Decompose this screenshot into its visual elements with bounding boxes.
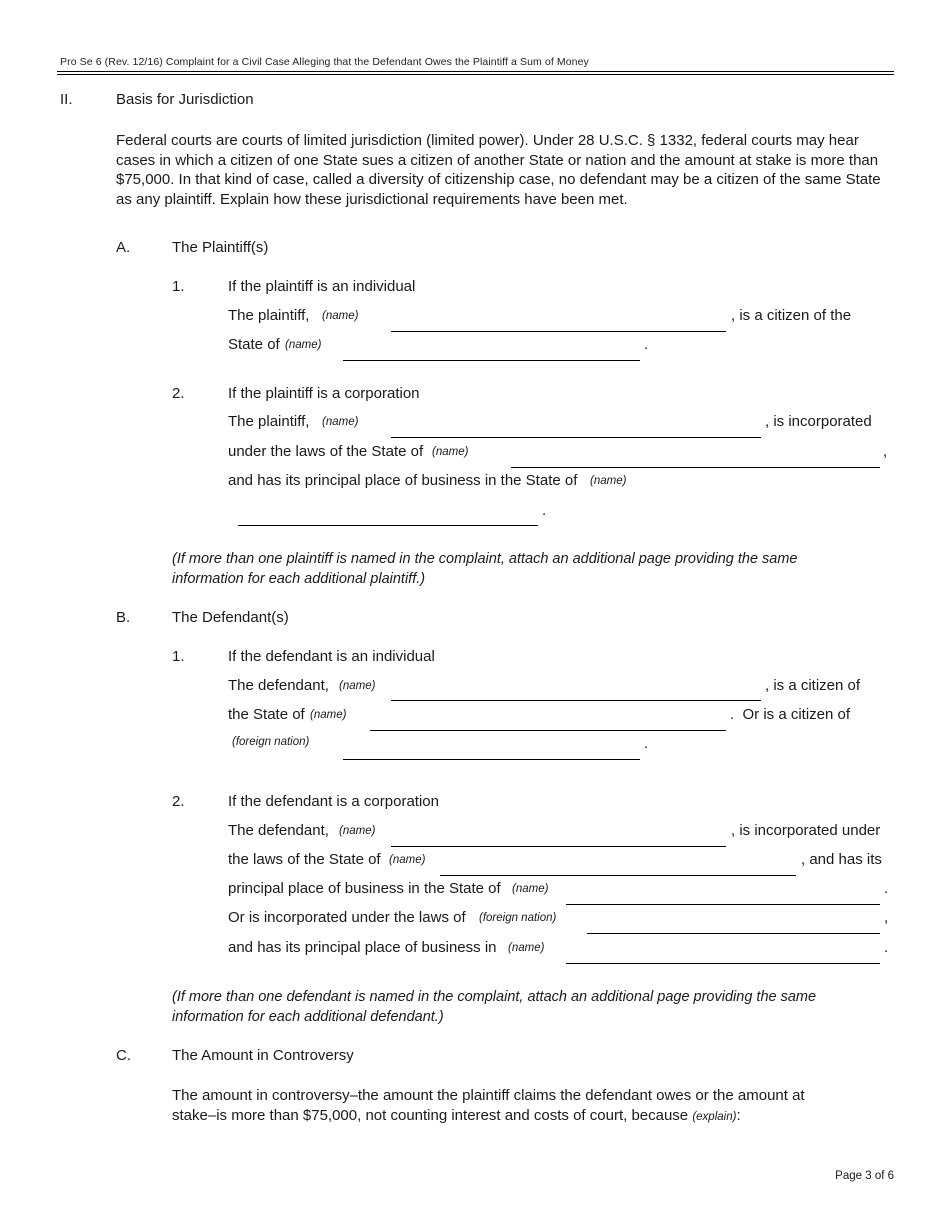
- plaintiff-corp-name-field[interactable]: [391, 437, 761, 438]
- defendant-corp-state-suffix: , and has its: [801, 851, 882, 868]
- plaintiff-corp-state-hint: (name): [432, 446, 469, 458]
- defendant-corp-state-hint: (name): [389, 854, 426, 866]
- plaintiff-corp-number: 2.: [172, 385, 185, 402]
- section-number: II.: [60, 91, 73, 108]
- defendant-name-field[interactable]: [391, 700, 761, 701]
- defendant-name-hint: (name): [339, 680, 376, 692]
- section-title: Basis for Jurisdiction: [116, 91, 254, 108]
- subsection-b-letter: B.: [116, 609, 131, 626]
- defendant-state-label: the State of: [228, 706, 305, 723]
- plaintiff-corp-name-label: The plaintiff,: [228, 413, 310, 430]
- defendant-corp-name-hint: (name): [339, 825, 376, 837]
- subsection-a-title: The Plaintiff(s): [172, 239, 269, 256]
- defendant-corp-foreign-business-hint: (name): [508, 942, 545, 954]
- defendant-corp-foreign-business-label: and has its principal place of business in: [228, 939, 497, 956]
- plaintiff-corp-state-field[interactable]: [511, 467, 880, 468]
- defendant-corp-foreign-field[interactable]: [587, 933, 880, 934]
- plaintiff-corp-business-suffix: .: [542, 502, 547, 519]
- defendant-individual-number: 1.: [172, 648, 185, 665]
- defendant-corp-business-label: principal place of business in the State of: [228, 880, 501, 897]
- defendant-corp-name-suffix: , is incorporated under: [731, 822, 881, 839]
- defendant-foreign-hint: (foreign nation): [232, 736, 310, 748]
- amount-text-body: The amount in controversy–the amount the plaintiff claims the defendant owes or the amount at stake–is more than $75,000, not counting interest and costs of court, because: [172, 1087, 805, 1124]
- subsection-c-letter: C.: [116, 1047, 131, 1064]
- plaintiff-state-suffix: .: [644, 336, 649, 353]
- plaintiff-corp-business-hint: (name): [590, 475, 627, 487]
- plaintiff-note: (If more than one plaintiff is named in the complaint, attach an additional page providing the same information for each additional plaintiff.): [172, 551, 798, 587]
- subsection-c-title: The Amount in Controversy: [172, 1047, 354, 1064]
- defendant-corp-business-field[interactable]: [566, 904, 880, 905]
- defendant-corp-foreign-business-suffix: .: [884, 939, 889, 956]
- defendant-corp-state-field[interactable]: [440, 875, 796, 876]
- defendant-state-hint: (name): [310, 709, 347, 721]
- defendant-corp-business-hint: (name): [512, 883, 549, 895]
- defendant-corp-name-label: The defendant,: [228, 822, 329, 839]
- header-rule-top: [57, 71, 894, 72]
- defendant-foreign-field[interactable]: [343, 759, 640, 760]
- plaintiff-name-field[interactable]: [391, 331, 726, 332]
- header-rule-bottom: [57, 74, 894, 75]
- defendant-corp-foreign-hint: (foreign nation): [479, 912, 557, 924]
- plaintiff-individual-number: 1.: [172, 278, 185, 295]
- defendant-name-label: The defendant,: [228, 677, 329, 694]
- plaintiff-corp-heading: If the plaintiff is a corporation: [228, 385, 420, 402]
- defendant-corp-state-label: the laws of the State of: [228, 851, 381, 868]
- defendant-corp-number: 2.: [172, 793, 185, 810]
- form-header-title: Pro Se 6 (Rev. 12/16) Complaint for a Civil Case Alleging that the Defendant Owes the Plaintiff a Sum of Money: [60, 56, 589, 68]
- defendant-individual-heading: If the defendant is an individual: [228, 648, 435, 665]
- defendant-foreign-suffix: .: [644, 735, 649, 752]
- plaintiff-corp-state-suffix: ,: [883, 443, 888, 460]
- plaintiff-state-hint: (name): [285, 339, 322, 351]
- subsection-b-title: The Defendant(s): [172, 609, 289, 626]
- defendant-corp-heading: If the defendant is a corporation: [228, 793, 439, 810]
- plaintiff-individual-heading: If the plaintiff is an individual: [228, 278, 416, 295]
- plaintiff-corp-business-label: and has its principal place of business in the State of: [228, 472, 578, 489]
- defendant-state-suffix: . Or is a citizen of: [730, 706, 851, 723]
- defendant-corp-foreign-suffix: ,: [884, 909, 889, 926]
- amount-colon: :: [736, 1106, 741, 1124]
- plaintiff-name-suffix: , is a citizen of the: [731, 307, 852, 324]
- page-number: Page 3 of 6: [835, 1170, 894, 1182]
- defendant-name-suffix: , is a citizen of: [765, 677, 861, 694]
- defendant-corp-foreign-business-field[interactable]: [566, 963, 880, 964]
- plaintiff-name-label: The plaintiff,: [228, 307, 310, 324]
- defendant-corp-foreign-label: Or is incorporated under the laws of: [228, 909, 466, 926]
- defendant-corp-business-suffix: .: [884, 880, 889, 897]
- plaintiff-name-hint: (name): [322, 310, 359, 322]
- plaintiff-corp-state-label: under the laws of the State of: [228, 443, 424, 460]
- plaintiff-corp-name-suffix: , is incorporated: [765, 413, 872, 430]
- amount-text: [172, 1086, 852, 1127]
- amount-explain-hint: (explain): [692, 1110, 737, 1123]
- defendant-state-field[interactable]: [370, 730, 726, 731]
- plaintiff-state-label: State of: [228, 336, 280, 353]
- plaintiff-corp-business-field[interactable]: [238, 525, 538, 526]
- plaintiff-state-field[interactable]: [343, 360, 640, 361]
- defendant-corp-name-field[interactable]: [391, 846, 726, 847]
- section-intro: Federal courts are courts of limited jurisdiction (limited power). Under 28 U.S.C. § 1332, federal courts may hear cases in which a citizen of one State sues a citizen of another State or nation and the amount at stake is more than $75,000. In that kind of case, called a diversity of citizenship case, no defendant may be a citizen of the same State as any plaintiff. Explain how these jurisdictional requirements have been met.: [116, 132, 881, 208]
- plaintiff-corp-name-hint: (name): [322, 416, 359, 428]
- defendant-note: (If more than one defendant is named in the complaint, attach an additional page providing the same information for each additional defendant.): [172, 989, 817, 1025]
- subsection-a-letter: A.: [116, 239, 131, 256]
